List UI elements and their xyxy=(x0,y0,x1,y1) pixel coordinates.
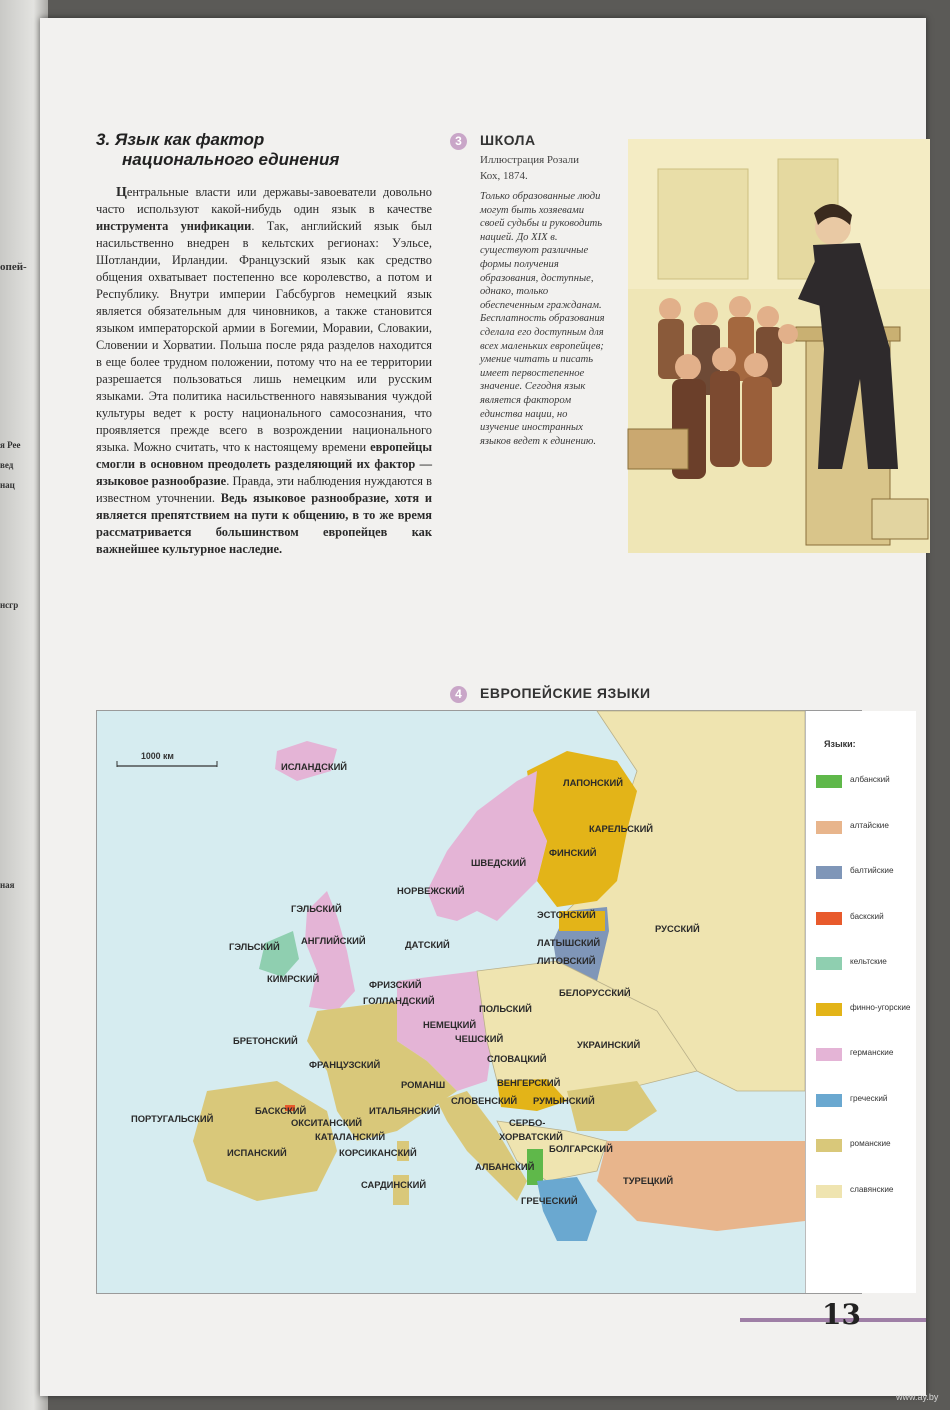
left-page-fragment: опей- xyxy=(0,261,27,273)
legend-label: баскский xyxy=(850,911,884,921)
legend-label: алтайские xyxy=(850,820,889,830)
school-illustration xyxy=(628,139,930,553)
left-page-fragment: я Рее xyxy=(0,440,21,450)
legend-label: славянские xyxy=(850,1184,894,1194)
map-label-latvian: ЛАТЫШСКИЙ xyxy=(537,937,601,948)
legend-label: романские xyxy=(850,1139,891,1148)
legend-label: балтийские xyxy=(850,866,894,875)
legend-label: греческий xyxy=(850,1093,888,1103)
map-label-greek: ГРЕЧЕСКИЙ xyxy=(521,1195,578,1206)
left-page-fragment: вед xyxy=(0,460,14,470)
legend-swatch xyxy=(816,1185,842,1198)
watermark: www.ay.by xyxy=(896,1392,939,1402)
map-label-english: АНГЛИЙСКИЙ xyxy=(301,935,366,946)
map-label-ukrainian: УКРАИНСКИЙ xyxy=(577,1039,641,1050)
legend-swatch xyxy=(816,775,842,788)
map-label-lapp: ЛАПОНСКИЙ xyxy=(563,777,623,788)
map-label-romansh: РОМАНШ xyxy=(401,1079,446,1090)
map-label-romanian: РУМЫНСКИЙ xyxy=(533,1095,595,1106)
map-label-russian: РУССКИЙ xyxy=(655,923,700,934)
map-label-frisian: ФРИЗСКИЙ xyxy=(369,979,422,990)
figure-caption: Только образованные люди могут быть хозяевами своей судьбы и руководить нацией. До XIX в. существуют различные формы получения образования, доступные, однако, только обеспеченным гражданам. Бесплатность образования сделала его доступным для всех маленьких европейцев; умение читать и писать имеет первостепенное значение. Сегодня язык является фактором единства нации, но изучение иностранных языков ведет к единению. xyxy=(480,191,605,447)
map-label-gaelic: ГЭЛЬСКИЙ xyxy=(291,903,342,914)
map-label-breton: БРЕТОНСКИЙ xyxy=(233,1035,298,1046)
map-label-french: ФРАНЦУЗСКИЙ xyxy=(309,1059,381,1070)
map-label-lithuanian: ЛИТОВСКИЙ xyxy=(537,955,596,966)
map-label-gaelic: ГЭЛЬСКИЙ xyxy=(229,941,280,952)
map-label-turkish: ТУРЕЦКИЙ xyxy=(623,1175,674,1186)
map-label-finnish: ФИНСКИЙ xyxy=(549,847,597,858)
map-label-albanian: АЛБАНСКИЙ xyxy=(475,1161,535,1172)
figure-title: ЕВРОПЕЙСКИЕ ЯЗЫКИ xyxy=(480,685,651,701)
map-label-norwegian: НОРВЕЖСКИЙ xyxy=(397,885,465,896)
map-label-serbocroatian-2: ХОРВАТСКИЙ xyxy=(499,1131,563,1142)
legend-label: кельтские xyxy=(850,957,887,966)
legend-swatch xyxy=(816,912,842,925)
map-label-danish: ДАТСКИЙ xyxy=(405,939,450,950)
map-legend xyxy=(805,711,916,1293)
map-label-belarusian: БЕЛОРУССКИЙ xyxy=(559,987,631,998)
legend-label: албанский xyxy=(850,775,890,784)
legend-swatch xyxy=(816,821,842,834)
legend-swatch xyxy=(816,957,842,970)
map-label-corsican: КОРСИКАНСКИЙ xyxy=(339,1147,417,1158)
map-label-czech: ЧЕШСКИЙ xyxy=(455,1033,504,1044)
map-label-swedish: ШВЕДСКИЙ xyxy=(471,857,527,868)
figure-title: ШКОЛА xyxy=(480,132,536,148)
map-label-occitan: ОКСИТАНСКИЙ xyxy=(291,1117,363,1128)
map-label-dutch: ГОЛЛАНДСКИЙ xyxy=(363,995,435,1006)
map-label-estonian: ЭСТОНСКИЙ xyxy=(537,909,596,920)
legend-swatch xyxy=(816,1048,842,1061)
textbook-page xyxy=(40,18,926,1396)
map-label-icelandic: ИСЛАНДСКИЙ xyxy=(281,761,348,772)
map-label-karelian: КАРЕЛЬСКИЙ xyxy=(589,823,654,834)
map-label-polish: ПОЛЬСКИЙ xyxy=(479,1003,532,1014)
legend-swatch xyxy=(816,866,842,879)
map-label-hungarian: ВЕНГЕРСКИЙ xyxy=(497,1077,561,1088)
figure-credit: Иллюстрация Розали Кох, 1874. xyxy=(480,154,579,182)
map-label-german: НЕМЕЦКИЙ xyxy=(423,1019,477,1030)
map-label-welsh: КИМРСКИЙ xyxy=(267,973,320,984)
europe-language-map xyxy=(96,710,911,1294)
section-title: 3. Язык как фактор национального единения xyxy=(96,130,340,169)
legend-swatch xyxy=(816,1003,842,1016)
map-label-italian: ИТАЛЬЯНСКИЙ xyxy=(369,1105,441,1116)
map-label-serbocroatian-1: СЕРБО- xyxy=(509,1117,546,1128)
map-svg xyxy=(97,711,805,1293)
map-label-sardinian: САРДИНСКИЙ xyxy=(361,1179,427,1190)
left-page-fragment: нац xyxy=(0,480,15,490)
legend-label: финно-угорские xyxy=(850,1002,911,1012)
page-number: 13 xyxy=(822,1298,861,1331)
map-label-slovak: СЛОВАЦКИЙ xyxy=(487,1053,547,1064)
map-scale-label: 1000 км xyxy=(141,751,174,761)
figure-number-badge: 4 xyxy=(450,686,467,703)
left-page-fragment: нсгр xyxy=(0,600,19,610)
map-label-basque: БАСКСКИЙ xyxy=(255,1105,307,1116)
map-label-slovenian: СЛОВЕНСКИЙ xyxy=(451,1095,518,1106)
body-paragraph: Центральные власти или державы-завоеватели довольно часто используют какой-нибудь один язык в качестве инструмента унификации. Так, английский язык был насильственно внедрен в кельтских регионах: Уэльсе, Шотландии, Ирландии. Французский язык как средство общения охватывает постепенно все королевство, а потом и Республику. Внутри империи Габсбургов немецкий язык является обязательным для чиновников, а также становится языком императорской армии в Богемии, Моравии, Словакии, Словении и Хорватии. Польша после ряда разделов находится в еще более трудном положении, потому что на ее территории разрешается пользоваться лишь немецким или русским языками. Эта политика насильственного навязывания чуждой культуры ведет к росту национального самосознания, что проявляется прежде всего в возрождении национального языка. Можно считать, что к настоящему времени европейцы смогли в основном преодолеть разделяющий их фактор — языковое разнообразие. Правда, эти наблюдения нуждаются в известном уточнении. Ведь языковое разнообразие, хотя и является препятствием на пути к общению, в то же время рассматривается большинством европейцев как важнейшее культурное наследие. xyxy=(96,185,432,556)
left-page-fragment: ная xyxy=(0,880,15,890)
figure-number-badge: 3 xyxy=(450,133,467,150)
legend-title: Языки: xyxy=(824,739,856,749)
legend-swatch xyxy=(816,1094,842,1107)
map-label-catalan: КАТАЛАНСКИЙ xyxy=(315,1131,386,1142)
map-label-portuguese: ПОРТУГАЛЬСКИЙ xyxy=(131,1113,214,1124)
map-label-spanish: ИСПАНСКИЙ xyxy=(227,1147,287,1158)
legend-label: германские xyxy=(850,1048,894,1057)
legend-swatch xyxy=(816,1139,842,1152)
map-label-bulgarian: БОЛГАРСКИЙ xyxy=(549,1143,613,1154)
